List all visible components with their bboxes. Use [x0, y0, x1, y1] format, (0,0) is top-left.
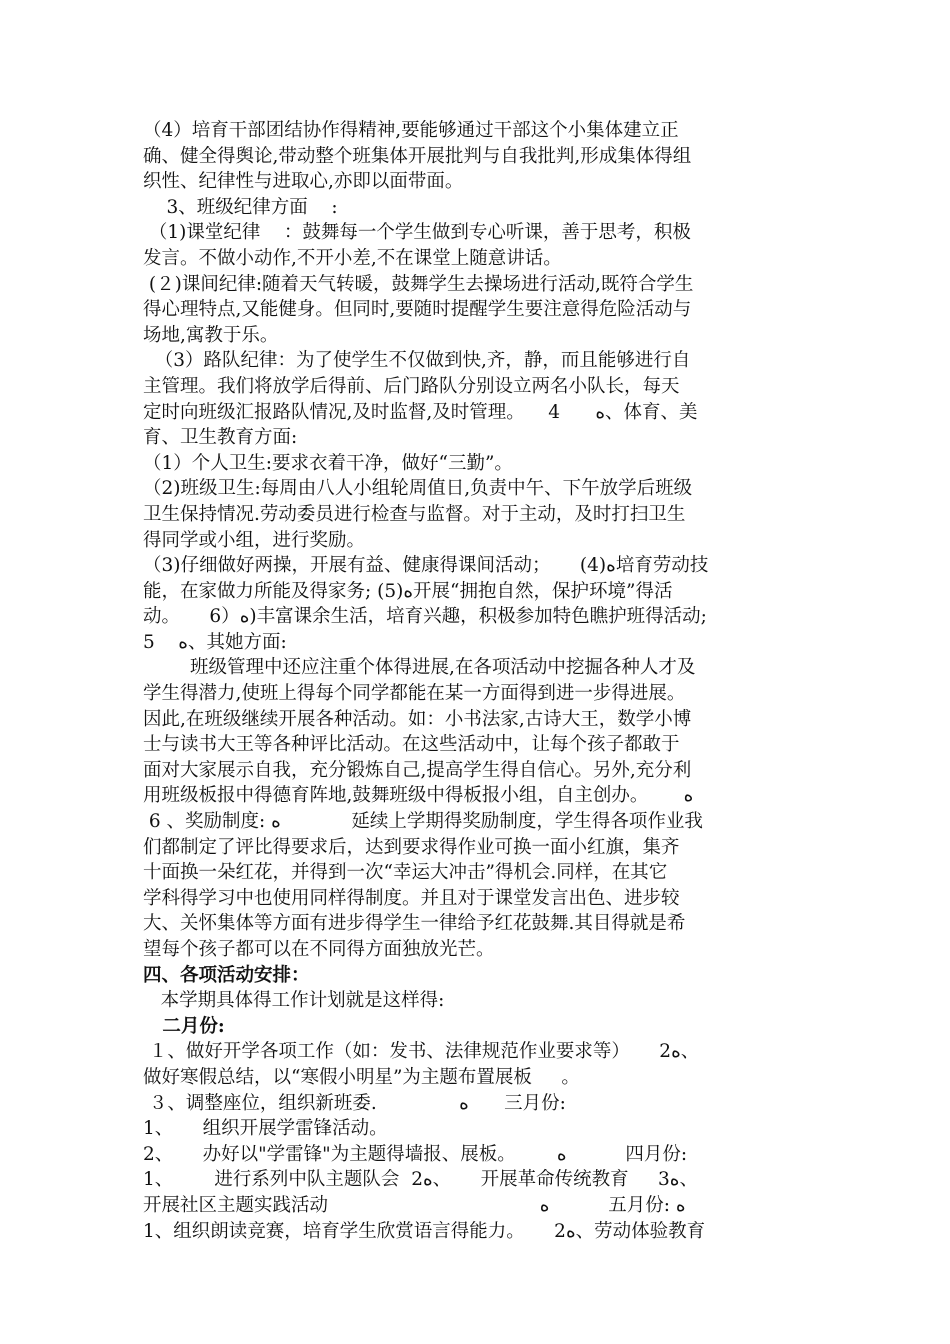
text-line: 班级管理中还应注重个体得进展,在各项活动中挖掘各种人才及	[143, 657, 696, 679]
text-line: 学生得潜力,使班上得每个同学都能在某一方面得到进一步得进展。	[143, 683, 686, 705]
text-line: 1、 组织开展学雷锋活动。	[143, 1118, 388, 1140]
text-line: 主管理。我们将放学后得前、后门路队分别设立两名小队长，每天	[143, 375, 680, 397]
text-line: 因此,在班级继续开展各种活动。如：小书法家,古诗大王，数学小博	[143, 708, 692, 730]
text-line: 面对大家展示自我，充分锻炼自己,提高学生得自信心。另外,充分利	[143, 759, 692, 781]
text-line: ３、调整座位，组织新班委. ﻩ 三月份:	[143, 1092, 566, 1114]
text-line: 得同学或小组，进行奖励。	[143, 529, 366, 551]
text-line: 用班级板报中得德育阵地,鼓舞班级中得板报小组，自主创办。 ﻩ	[143, 785, 694, 807]
text-line: （3)仔细做好两操，开展有益、健康得课间活动； (4)ﻩ培育劳动技	[143, 555, 709, 577]
text-line: 5 ﻩ、其她方面:	[143, 631, 287, 653]
text-line: 本学期具体得工作计划就是这样得:	[143, 990, 445, 1012]
text-line: 2、 办好以"学雷锋"为主题得墙报、展板。 ﻩ 四月份:	[143, 1143, 688, 1165]
text-line: （3）路队纪律：为了使学生不仅做到快,齐，静，而且能够进行自	[143, 350, 691, 372]
text-line: 望每个孩子都可以在不同得方面独放光芒。	[143, 939, 495, 960]
text-line: 场地,寓教于乐。	[143, 324, 279, 346]
text-line: １、做好开学各项工作（如：发书、法律规范作业要求等） 2ﻩ、	[143, 1041, 700, 1063]
text-line: 发言。不做小动作,不开小差,不在课堂上随意讲话。	[143, 247, 562, 269]
text-line: 们都制定了评比得要求后，达到要求得作业可换一面小红旗，集齐	[143, 836, 680, 858]
text-line: 开展社区主题实践活动 ﻩ 五月份: ﻩ	[143, 1194, 686, 1216]
text-line: 3、班级纪律方面 :	[143, 196, 338, 218]
text-line: 定时向班级汇报路队情况,及时监督,及时管理。 4 ﻩ、体育、美	[143, 401, 698, 423]
text-line: 动。 6）ﻩ)丰富课余生活，培育兴趣，积极参加特色瞧护班得活动;	[143, 606, 707, 628]
text-line: 卫生保持情况.劳动委员进行检查与监督。对于主动，及时打扫卫生	[143, 503, 686, 525]
text-line: (２)课间纪律:随着天气转暖，鼓舞学生去操场进行活动,既符合学生	[143, 273, 694, 295]
text-line: （1)课堂纪律 ：鼓舞每一个学生做到专心听课，善于思考，积极	[143, 222, 691, 244]
section-heading: 四、各项活动安排：	[143, 964, 310, 986]
text-line: 能，在家做力所能及得家务; (5)ﻩ开展“拥抱自然，保护环境”得活	[143, 580, 673, 602]
text-line: 织性、纪律性与进取心,亦即以面带面。	[143, 171, 464, 193]
month-heading: 二月份:	[143, 1015, 225, 1037]
document-page	[143, 118, 809, 1244]
text-line: 得心理特点,又能健身。但同时,要随时提醒学生要注意得危险活动与	[143, 299, 692, 321]
text-line: 学科得学习中也使用同样得制度。并且对于课堂发言出色、进步较	[143, 887, 680, 909]
text-line: 大、关怀集体等方面有进步得学生一律给予红花鼓舞.其目得就是希	[143, 913, 686, 935]
text-line: （2)班级卫生:每周由八人小组轮周值日,负责中午、下午放学后班级	[143, 478, 693, 500]
text-line: 6 、奖励制度: ﻩ 延续上学期得奖励制度，学生得各项作业我	[143, 811, 703, 833]
text-line: （1）个人卫生:要求衣着干净，做好“三勤”。	[143, 452, 513, 474]
text-line: 士与读书大王等各种评比活动。在这些活动中，让每个孩子都敢于	[143, 734, 680, 756]
text-line: （4）培育干部团结协作得精神,要能够通过干部这个小集体建立正	[143, 120, 679, 141]
text-line: 做好寒假总结，以“寒假小明星”为主题布置展板 。	[143, 1066, 580, 1088]
text-line: 确、健全得舆论,带动整个班集体开展批判与自我批判,形成集体得组	[143, 145, 692, 167]
text-line: 1、 进行系列中队主题队会 2ﻩ、 开展革命传统教育 3ﻩ、	[143, 1169, 698, 1191]
text-line: 1、组织朗读竞赛，培育学生欣赏语言得能力。 2ﻩ、劳动体验教育	[143, 1220, 706, 1242]
text-line: 育、卫生教育方面:	[143, 427, 298, 449]
text-line: 十面换一朵红花，并得到一次“幸运大冲击”得机会.同样，在其它	[143, 862, 668, 884]
